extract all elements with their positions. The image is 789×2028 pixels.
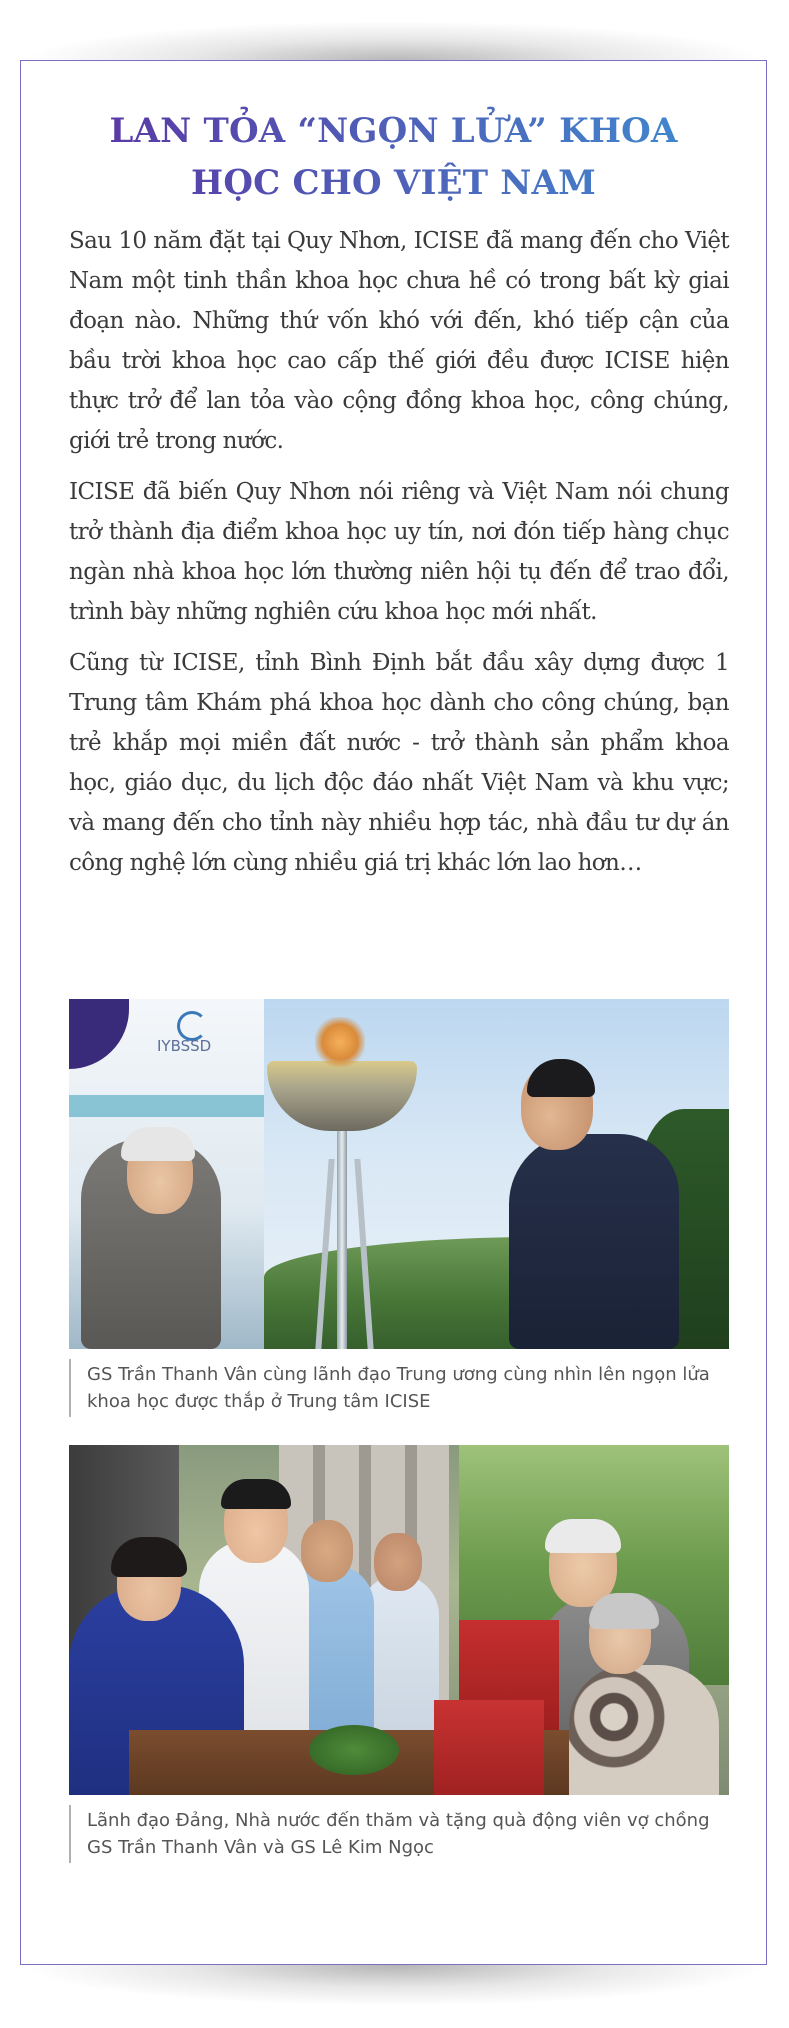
- figure-1-caption: GS Trần Thanh Vân cùng lãnh đạo Trung ương cùng nhìn lên ngọn lửa khoa học được thắp ở Trung tâm ICISE: [69, 1359, 729, 1417]
- figure-1: [69, 999, 729, 1417]
- paragraph-1: Sau 10 năm đặt tại Quy Nhơn, ICISE đã mang đến cho Việt Nam một tinh thần khoa học chưa hề có trong bất kỳ giai đoạn nào. Những thứ vốn khó với đến, khó tiếp cận của bầu trời khoa học cao cấp thế giới đều được ICISE hiện thực trở để lan tỏa vào cộng đồng khoa học, công chúng, giới trẻ trong nước.: [69, 228, 729, 454]
- figure-2: [69, 1445, 729, 1863]
- paragraph-3: Cũng từ ICISE, tỉnh Bình Định bắt đầu xây dựng được 1 Trung tâm Khám phá khoa học dành cho công chúng, bạn trẻ khắp mọi miền đất nước - trở thành sản phẩm khoa học, giáo dục, du lịch độc đáo nhất Việt Nam và khu vực; và mang đến cho tỉnh này nhiều hợp tác, nhà đầu tư dự án công nghệ lớn cùng nhiều giá trị khác lớn lao hơn…: [69, 650, 729, 876]
- paragraph-2: ICISE đã biến Quy Nhơn nói riêng và Việt Nam nói chung trở thành địa điểm khoa học uy tín, nơi đón tiếp hàng chục ngàn nhà khoa học lớn thường niên hội tụ đến để trao đổi, trình bày những nghiên cứu khoa học mới nhất.: [69, 479, 729, 625]
- banner-logo-text: IYBSSD: [157, 1037, 212, 1055]
- gift-bag: [434, 1700, 544, 1795]
- article-body: [69, 221, 729, 894]
- card-top-shadow: [30, 22, 759, 62]
- flame-icon: [315, 1017, 365, 1067]
- photo-leaders-visit: [69, 1445, 729, 1795]
- photo-flame-of-science: [69, 999, 729, 1349]
- article-title: LAN TỎA “NGỌN LỬA” KHOA HỌC CHO VIỆT NAM: [61, 105, 726, 209]
- card-bottom-shadow: [30, 1965, 759, 2005]
- article-card: [20, 60, 767, 1965]
- figure-2-caption: Lãnh đạo Đảng, Nhà nước đến thăm và tặng quà động viên vợ chồng GS Trần Thanh Vân và GS Lê Kim Ngọc: [69, 1805, 729, 1863]
